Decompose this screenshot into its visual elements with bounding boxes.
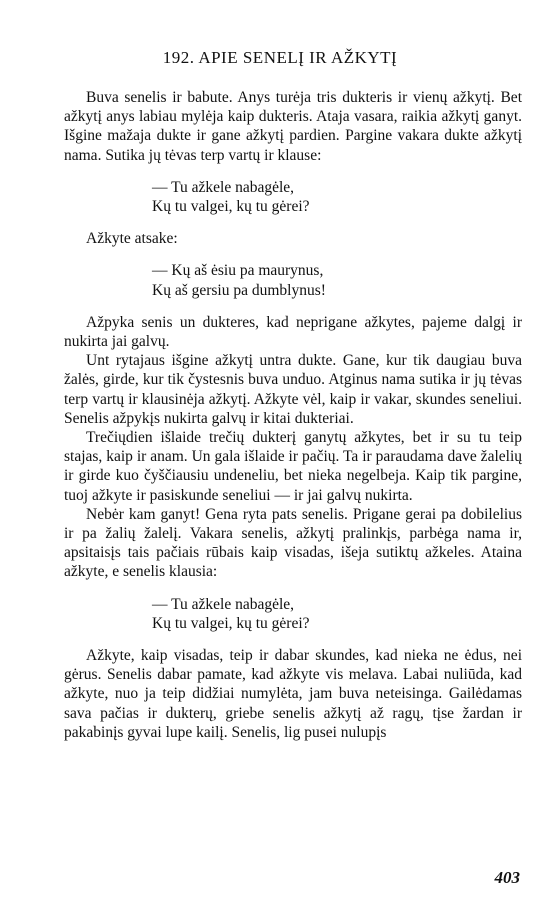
verse-1 — [152, 178, 522, 216]
paragraph-7: Ažkyte, kaip visadas, teip ir dabar skundes, kad nieka ne ėdus, nei gėrus. Senelis dabar pamate, kad ažkyte vis melava. Labai nuliūda, kad ažkyte, nuo ja teip didžiai numylėta, jam buva neteisinga. Gailėdamas sava pačias ir dukterų, griebe senelis ažkytį až ragų, tįse žardan ir pakabinįs gyvai lupe kailį. Senelis, lig pusei nulupįs — [64, 647, 522, 741]
verse-line: — Tu ažkele nabagėle, — [152, 595, 295, 613]
paragraph-2: Ažkyte atsake: — [86, 230, 178, 248]
verse-line: — Tu ažkele nabagėle, — [152, 178, 295, 196]
paragraph-3: Ažpyka senis un dukteres, kad neprigane ažkytes, pajeme dalgį ir nukirta jai galvų. — [64, 313, 522, 351]
verse-line: Kų aš gersiu pa dumblynus! — [152, 281, 326, 299]
chapter-title: 192. APIE SENELĮ IR AŽKYTĮ — [162, 48, 398, 67]
story-text — [64, 88, 522, 742]
paragraph-6: Nebėr kam ganyt! Gena ryta pats senelis. Prigane gerai pa dobilelius ir pa žalių žalelį. Vakara senelis, ažkytį pralinkįs, parbėga nama ir, apsitaisįs tais pačiais rūbais kaip visadas, išeja sutiktų ažkeles. Ataina ažkyte, e senelis klausia: — [64, 505, 522, 581]
verse-line: — Kų aš ėsiu pa maurynus, — [152, 262, 324, 280]
verse-line: Kų tu valgei, kų tu gėrei? — [152, 614, 310, 632]
page-number: 403 — [494, 868, 520, 887]
paragraph-1: Buva senelis ir babute. Anys turėja tris dukteris ir vienų ažkytį. Bet ažkytį anys labiau mylėja kaip dukteris. Ataja vasara, raikia ažkytį ganyt. Išgine mažaja dukte ir gane ažkytį pardien. Pargine vakara dukte ažkytį nama. Sutika jų tėvas terp vartų ir klause: — [64, 89, 522, 164]
verse-3 — [152, 595, 522, 633]
verse-2 — [152, 261, 522, 299]
verse-line: Kų tu valgei, kų tu gėrei? — [152, 198, 310, 216]
paragraph-5: Trečiųdien išlaide trečių dukterį ganytų ažkytes, bet ir su tu teip stajas, kaip ir anam. Un gala išlaide ir pačių. Ta ir paraudama dave žalelių ir girde kuo čyščiausiu undeneliu, bet nieka negelbeja. Kaip tik pargine, tuoj ažkyte ir pasiskunde seneliui — ir jai galvų nukirta. — [64, 429, 522, 504]
paragraph-4: Unt rytajaus išgine ažkytį untra dukte. Gane, kur tik daugiau buva žalės, girde, kur tik čystesnis buva unduo. Atginus nama sutika ir jų tėvas terp vartų ir klausinėja ažkytį. Ažkyte vėl, kaip ir vakar, skundes seneliui. Senelis ažpykįs nukirta galvų ir kitai dukteriai. — [64, 352, 522, 427]
